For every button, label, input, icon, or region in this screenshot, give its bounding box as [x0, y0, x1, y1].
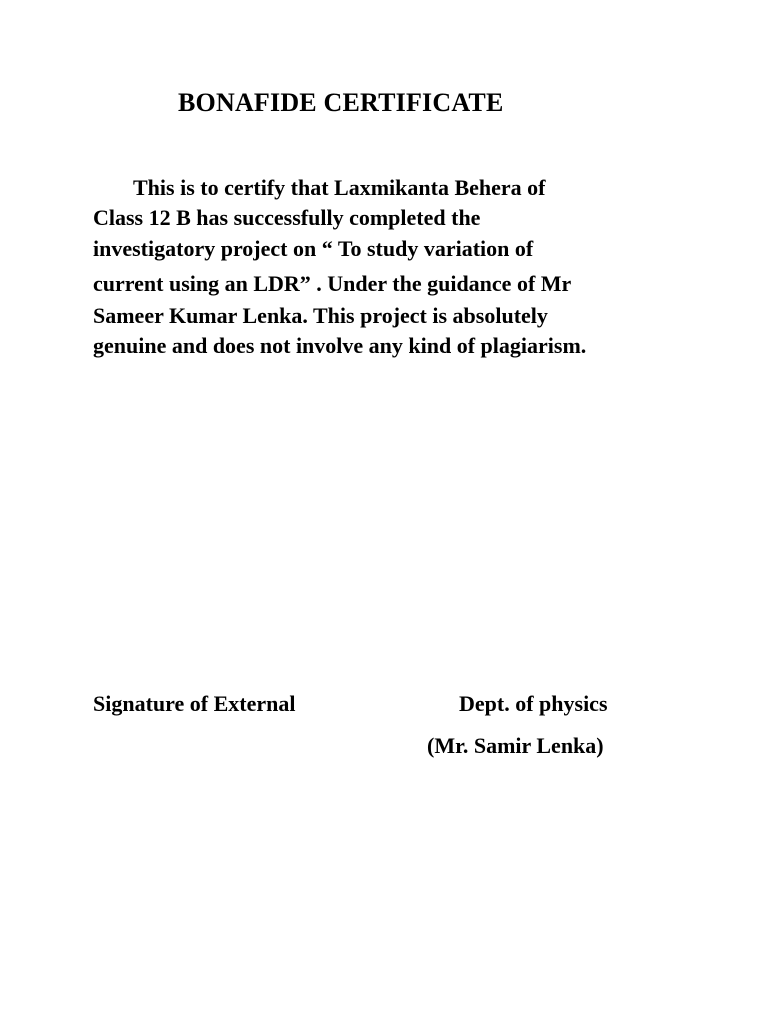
body-line-3: investigatory project on “ To study variation of — [93, 236, 534, 261]
certificate-title: BONAFIDE CERTIFICATE — [178, 88, 504, 117]
teacher-name: (Mr. Samir Lenka) — [427, 733, 604, 758]
department-label: Dept. of physics — [459, 691, 608, 716]
body-line-5: Sameer Kumar Lenka. This project is absolutely — [93, 303, 548, 328]
body-line-1: This is to certify that Laxmikanta Behera of — [133, 175, 546, 200]
external-signature-label: Signature of External — [93, 691, 296, 716]
body-line-6: genuine and does not involve any kind of plagiarism. — [93, 333, 587, 358]
body-line-2: Class 12 B has successfully completed the — [93, 205, 481, 230]
body-line-4: current using an LDR” . Under the guidance of Mr — [93, 271, 572, 296]
